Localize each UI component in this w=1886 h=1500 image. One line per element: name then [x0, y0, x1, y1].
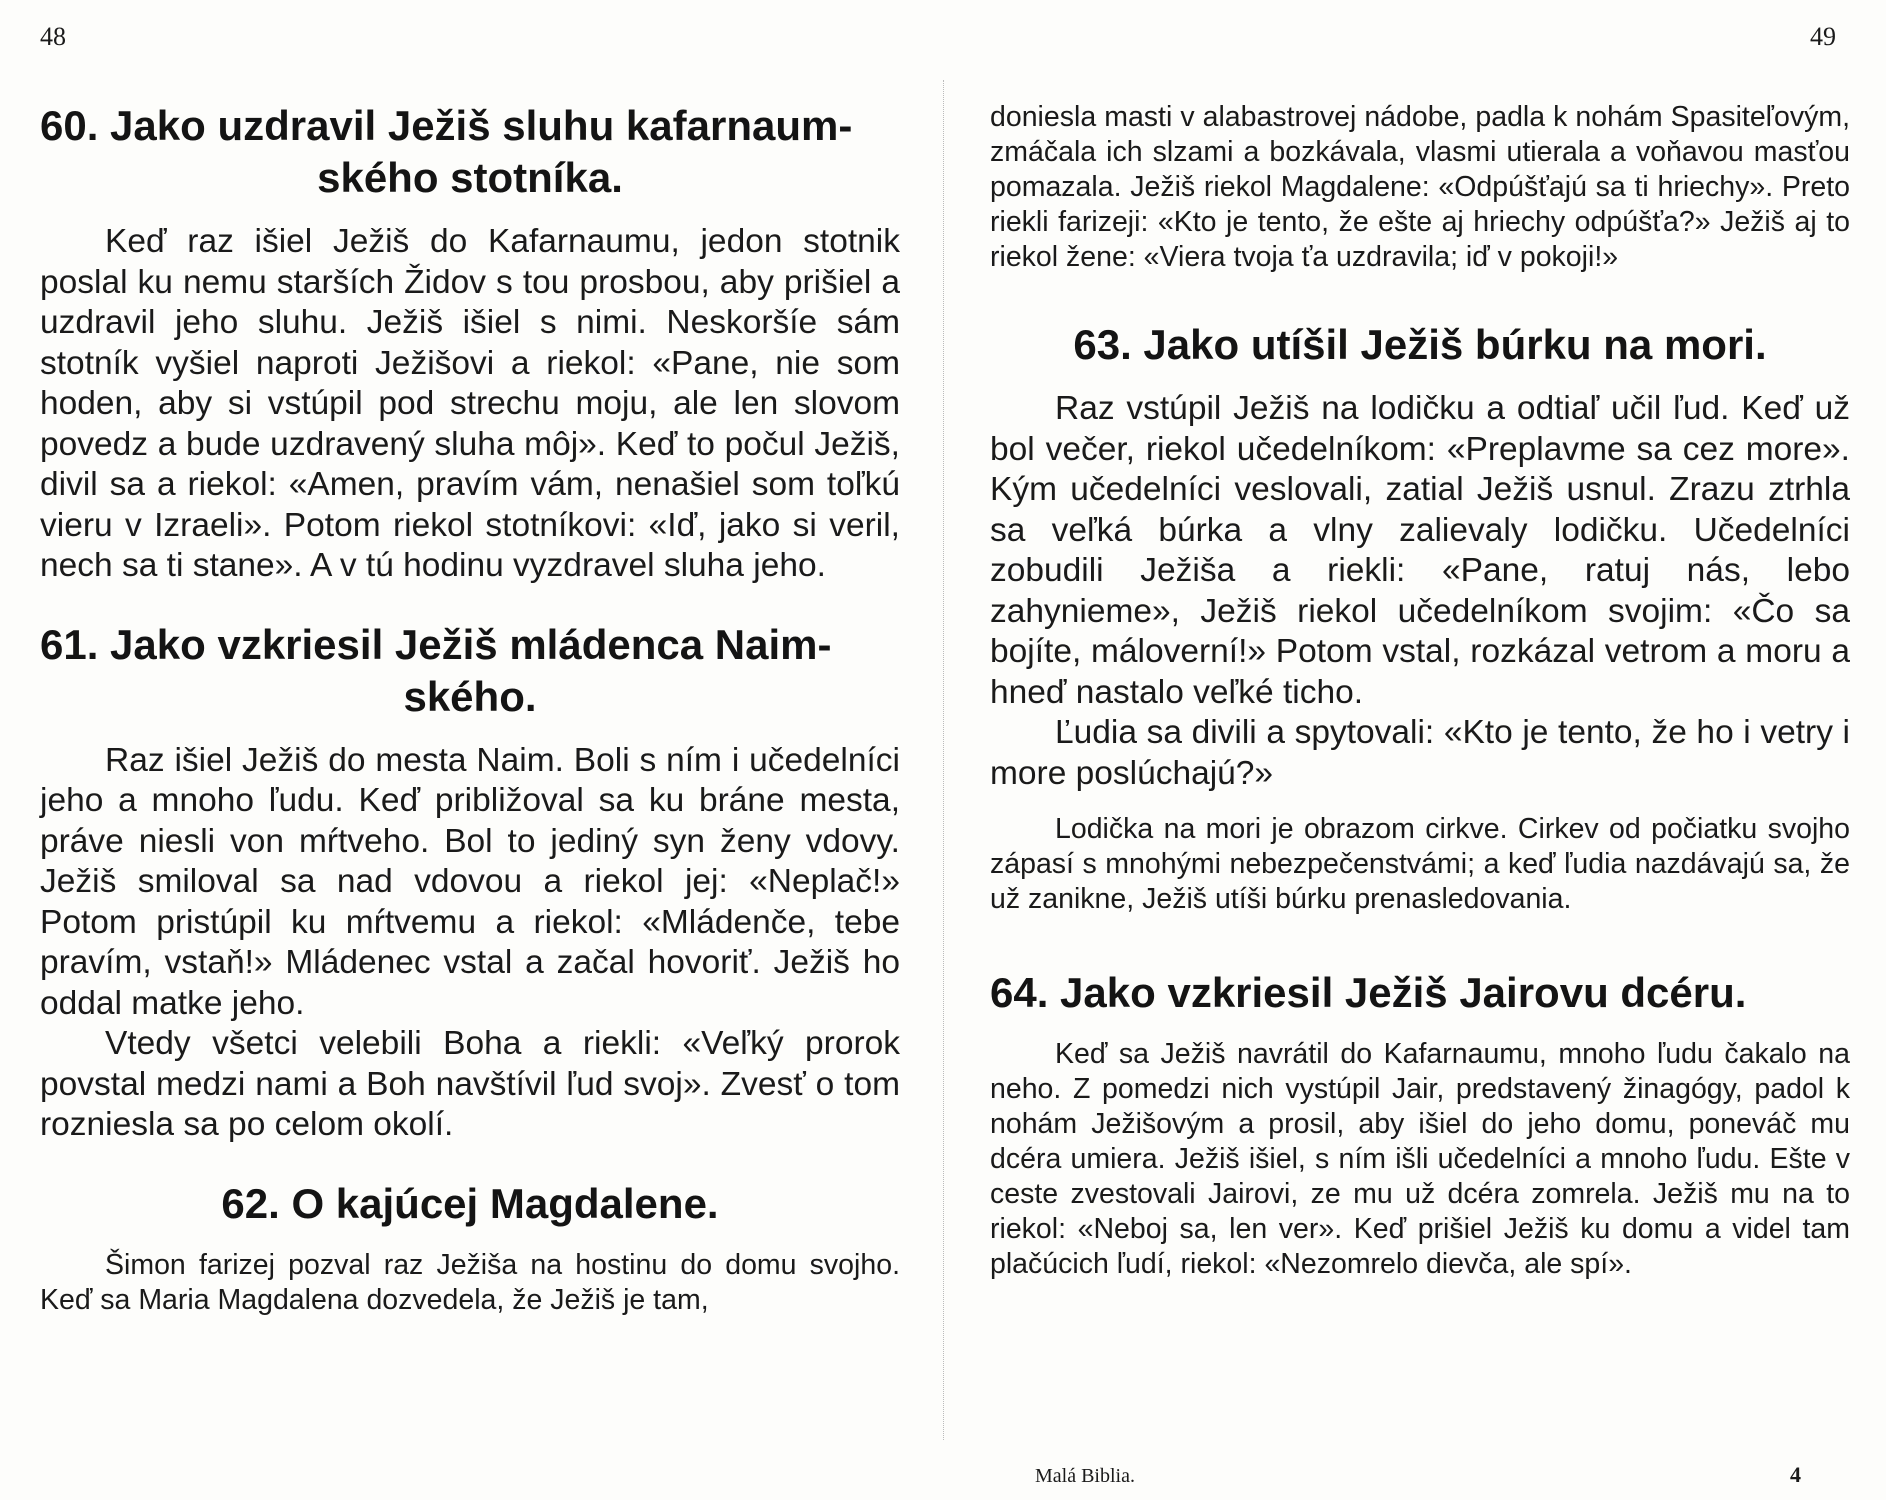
section-61-title — [40, 619, 900, 723]
section-60-title-line1: 60. Jako uzdravil Ježiš sluhu kafarnaum- — [40, 102, 853, 149]
section-64-title: 64. Jako vzkriesil Ježiš Jairovu dcéru. — [990, 969, 1747, 1016]
section-60-paragraph: Keď raz išiel Ježiš do Kafarnaumu, jedon stotnik poslal ku nemu starších Židov s tou prosbou, aby prišiel a uzdravil jeho sluhu. Ježiš išiel s nimi. Neskoršíe sám stotník vyšiel naproti Ježišovi a riekol: «Pane, nie som hoden, aby si vstúpil pod strechu moju, ale len slovom povedz a bude uzdravený sluha môj». Keď to počul Ježiš, divil sa a riekol: «Amen, pravím vám, nenašiel som toľkú vieru v Izraeli». Potom riekol stotníkovi: «Iď, jako si veril, nech sa ti stane». A v tú hodinu vyzdravel sluha jeho. — [40, 223, 900, 584]
footer-book-title: Malá Biblia. — [1035, 1465, 1135, 1487]
section-60-title-line2: ského stotníka. — [317, 154, 623, 201]
footer-signature-mark: 4 — [1790, 1462, 1801, 1487]
section-62-title: 62. O kajúcej Magdalene. — [221, 1179, 719, 1227]
section-62-paragraph: Šimon farizej pozval raz Ježiša na hostinu do domu svojho. Keď sa Maria Magdalena dozvedela, že Ježiš je tam, — [40, 1248, 900, 1316]
right-page — [990, 100, 1850, 1282]
section-63-note: Lodička na mori je obrazom cirkve. Cirkev od počiatku svojho zápasí s mnohými nebezpečenstvámi; a keď ľudia nazdávajú sa, že už zanikne, Ježiš utíši búrku prenasledovania. — [990, 813, 1850, 915]
section-61-title-line2: ského. — [403, 672, 537, 720]
page-number-left: 48 — [40, 22, 66, 51]
section-64-paragraph: Keď sa Ježiš navrátil do Kafarnaumu, mnoho ľudu čakalo na neho. Z pomedzi nich vystúpil Jair, predstavený žinagógy, padol k nohám Ježišovým a prosil, aby išiel do jeho domu, poneváč mu dcéra umiera. Ježiš išiel, s ním išli učedelníci a mnoho ľudu. Ešte v ceste zvestovali Jairovi, ze mu už dcéra zomrela. Ježiš mu na to riekol: «Neboj sa, len ver». Keď prišiel Ježiš ku domu a videl tam plačúcich ľudí, riekol: «Nezomrelo dievča, ale spí». — [990, 1038, 1850, 1280]
section-61-paragraph-1: Raz išiel Ježiš do mesta Naim. Boli s ním i učedelníci jeho a mnoho ľudu. Keď približoval sa ku bráne mesta, práve niesli von mŕtveho. Bol to jediný syn ženy vdovy. Ježiš smiloval sa nad vdovou a riekol jej: «Neplač!» Potom pristúpil ku mŕtvemu a riekol: «Mládenče, tebe pravím, vstaň!» Mládenec vstal a začal hovoriť. Ježiš ho oddal matke jeho. — [40, 741, 900, 1022]
section-60-title — [40, 100, 900, 204]
section-63-title: 63. Jako utíšil Ježiš búrku na mori. — [1073, 321, 1767, 368]
section-61-paragraph-2: Vtedy všetci velebili Boha a riekli: «Veľký prorok povstal medzi nami a Boh navštívil ľud svoj». Zvesť o tom rozniesla sa po celom okolí. — [40, 1025, 900, 1143]
gutter-divider — [943, 80, 944, 1440]
section-63-paragraph-2: Ľudia sa divili a spytovali: «Kto je tento, že ho i vetry i more poslúchajú?» — [990, 714, 1850, 792]
page-number-right: 49 — [1810, 22, 1836, 51]
section-62-continuation: doniesla masti v alabastrovej nádobe, padla k nohám Spasiteľovým, zmáčala ich slzami a bozkávala, vlasmi utierala a voňavou masťou pomazala. Ježiš riekol Magdalene: «Odpúšťajú sa ti hriechy». Preto riekli farizeji: «Kto je tento, že ešte aj hriechy odpúšťa?» Ježiš aj to riekol žene: «Viera tvoja ťa uzdravila; iď v pokoji!» — [990, 101, 1850, 273]
section-61-title-line1: 61. Jako vzkriesil Ježiš mládenca Naim- — [40, 620, 832, 668]
section-63-paragraph-1: Raz vstúpil Ježiš na lodičku a odtiaľ učil ľud. Keď už bol večer, riekol učedelníkom: «Preplavme sa cez more». Kým učedelníci veslovali, zatial Ježiš usnul. Zrazu ztrhla sa veľká búrka a vlny zalievaly lodičku. Učedelníci zobudili Ježiša a riekli: «Pane, ratuj nás, lebo zahynieme», Ježiš riekol učedelníkom svojim: «Čo sa bojíte, máloverní!» Potom vstal, rozkázal vetrom a moru a hneď nastalo veľké ticho. — [990, 390, 1850, 711]
left-page — [40, 100, 900, 1318]
